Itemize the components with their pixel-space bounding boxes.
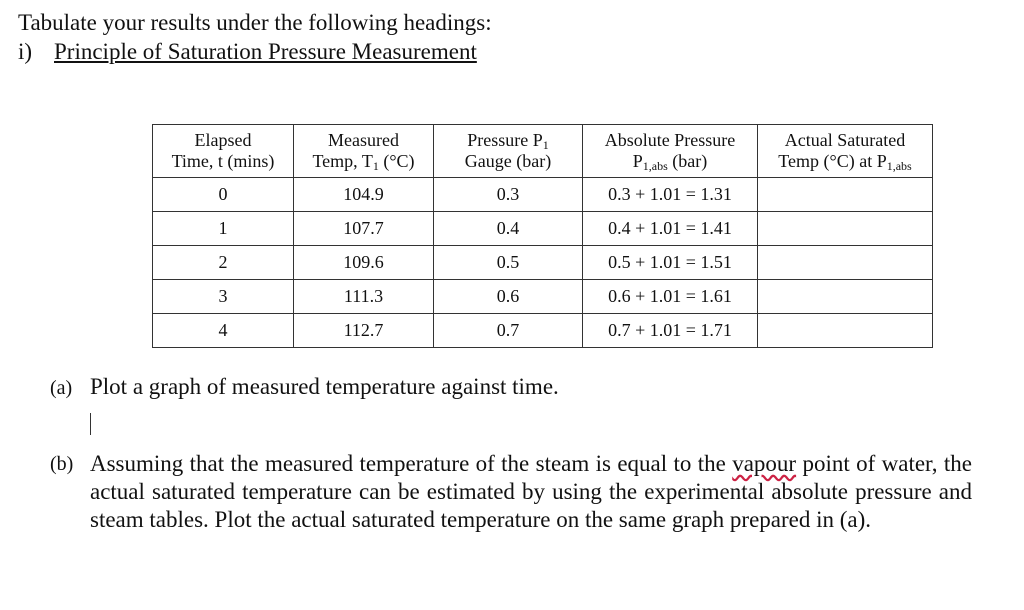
- header-measured-temp: Measured Temp, $T_1$ (°C): [294, 125, 434, 178]
- instructions: [18, 8, 492, 66]
- cell-measured-temp: 104.9: [294, 178, 434, 212]
- cell-time: 4: [153, 314, 294, 348]
- cell-saturated-temp: [758, 178, 933, 212]
- cell-gauge-pressure: 0.3: [434, 178, 583, 212]
- cell-absolute-pressure: 0.5 + 1.01 = 1.51: [583, 246, 758, 280]
- cell-gauge-pressure: 0.4: [434, 212, 583, 246]
- cell-measured-temp: 107.7: [294, 212, 434, 246]
- header-row: [153, 125, 933, 178]
- section-number: i): [18, 39, 33, 64]
- cell-gauge-pressure: 0.5: [434, 246, 583, 280]
- question-a-label: (a): [50, 377, 73, 399]
- header-gauge-pressure: Pressure $P_1$ Gauge (bar): [434, 125, 583, 178]
- cell-time: 1: [153, 212, 294, 246]
- section-heading: [18, 37, 492, 66]
- cell-absolute-pressure: 0.3 + 1.01 = 1.31: [583, 178, 758, 212]
- spellcheck-word[interactable]: vapour: [732, 451, 797, 476]
- header-elapsed-time: Elapsed Time, t (mins): [153, 125, 294, 178]
- results-table: [152, 124, 933, 348]
- cell-gauge-pressure: 0.6: [434, 280, 583, 314]
- question-a: [50, 373, 559, 402]
- cell-saturated-temp: [758, 314, 933, 348]
- cell-saturated-temp: [758, 246, 933, 280]
- table-row: [153, 314, 933, 348]
- table-row: [153, 280, 933, 314]
- cell-absolute-pressure: 0.6 + 1.01 = 1.61: [583, 280, 758, 314]
- cell-absolute-pressure: 0.7 + 1.01 = 1.71: [583, 314, 758, 348]
- intro-line: Tabulate your results under the following headings:: [18, 10, 492, 35]
- question-a-text: Plot a graph of measured temperature against time.: [90, 374, 559, 399]
- cell-measured-temp: 112.7: [294, 314, 434, 348]
- cell-measured-temp: 109.6: [294, 246, 434, 280]
- table-row: [153, 246, 933, 280]
- cell-absolute-pressure: 0.4 + 1.01 = 1.41: [583, 212, 758, 246]
- header-actual-saturated-temp: Actual Saturated Temp (°C) at $P_{1,abs}$: [758, 125, 933, 178]
- question-b-label: (b): [50, 453, 74, 475]
- cell-time: 3: [153, 280, 294, 314]
- question-b: [50, 450, 972, 534]
- question-b-text: Assuming that the measured temperature of the steam is equal to the vapour point of water, the actual saturated temperature can be estimated by using the experimental absolute pressure and steam tables. Plot the actual saturated temperature on the same graph prepared in (a).: [90, 451, 972, 532]
- cell-saturated-temp: [758, 280, 933, 314]
- section-title: Principle of Saturation Pressure Measurement: [54, 39, 477, 64]
- cell-gauge-pressure: 0.7: [434, 314, 583, 348]
- cell-saturated-temp: [758, 212, 933, 246]
- header-absolute-pressure: Absolute Pressure $P_{1,abs}$ (bar): [583, 125, 758, 178]
- text-cursor[interactable]: [90, 413, 91, 435]
- cell-time: 0: [153, 178, 294, 212]
- table-row: [153, 212, 933, 246]
- table-row: [153, 178, 933, 212]
- cell-time: 2: [153, 246, 294, 280]
- cell-measured-temp: 111.3: [294, 280, 434, 314]
